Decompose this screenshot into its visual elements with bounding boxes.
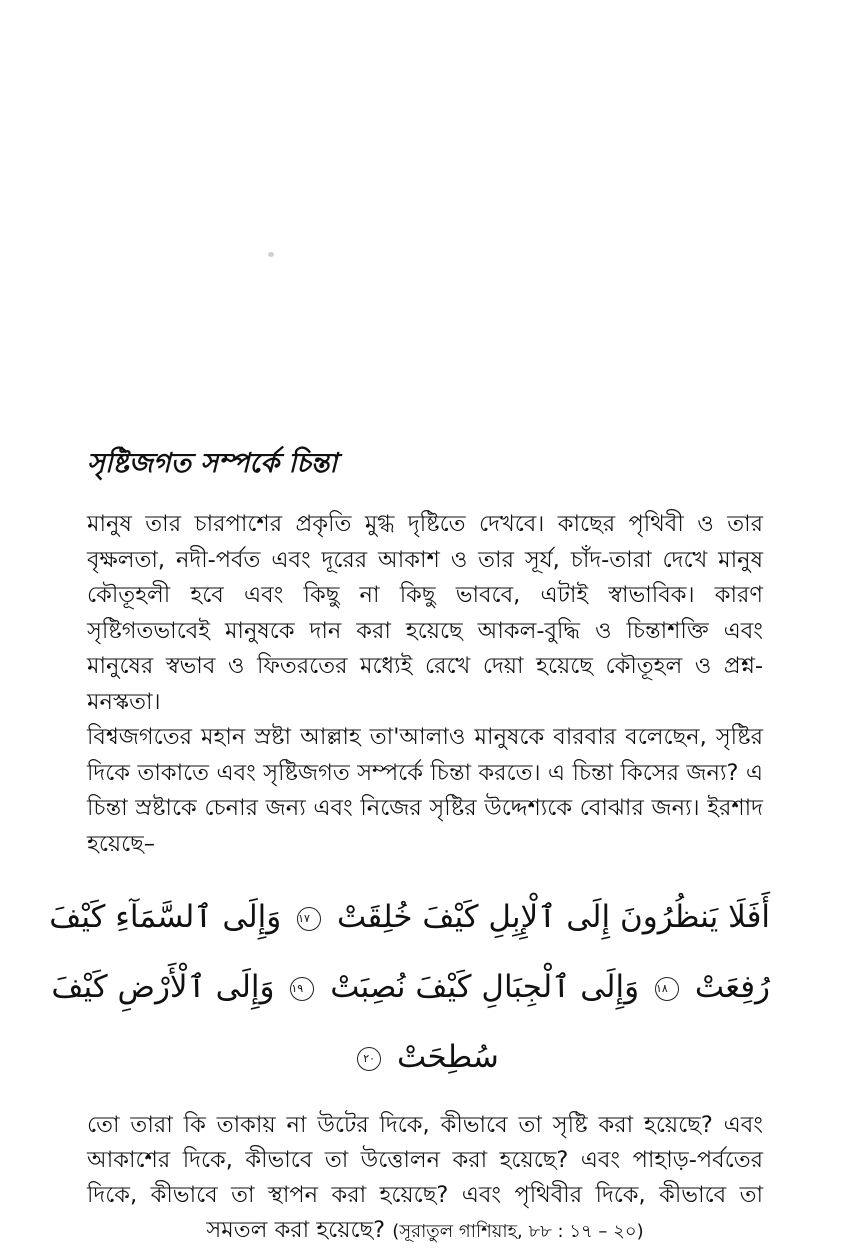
verse-line-2 bbox=[51, 952, 770, 1022]
paragraph-nature-curiosity: মানুষ তার চারপাশের প্রকৃতি মুগ্ধ দৃষ্টিতে দেখবে। কাছের পৃথিবী ও তার বৃক্ষলতা, নদী-পর্বত এবং দূরের আকাশ ও তার সূর্য, চাঁদ-তারা দেখে মানুষ কৌতূহলী হবে এবং কিছু না কিছু ভাববে, এটাই স্বাভাবিক। কারণ সৃষ্টিগতভাবেই মানুষকে দান করা হয়েছে আকল-বুদ্ধি ও চিন্তাশক্তি এবং মানুষের স্বভাব ও ফিতরতের মধ্যেই রেখে দেয়া হয়েছে কৌতূহল ও প্রশ্ন-মনস্কতা। bbox=[87, 511, 763, 715]
verse-18-text-part2: رُفِعَتْ bbox=[694, 969, 770, 1005]
section-heading: সৃষ্টিজগত সম্পর্কে চিন্তা bbox=[87, 448, 338, 479]
verse-19-marker: ١٩ bbox=[290, 977, 314, 1001]
verse-17-text: أَفَلَا يَنظُرُونَ إِلَى ٱلْإِبِلِ كَيْفَ خُلِقَتْ bbox=[336, 899, 770, 935]
verse-19-text: وَإِلَى ٱلْجِبَالِ كَيْفَ نُصِبَتْ bbox=[330, 969, 640, 1005]
verse-line-3 bbox=[80, 1022, 770, 1092]
verse-20-marker: ٢٠ bbox=[357, 1047, 381, 1071]
verse-18-marker: ١٨ bbox=[655, 977, 679, 1001]
verse-18-text-part1: وَإِلَى ٱلسَّمَآءِ كَيْفَ bbox=[49, 899, 282, 935]
paragraph-creator-command: বিশ্বজগতের মহান স্রষ্টা আল্লাহ তা'আলাও মানুষকে বারবার বলেছেন, সৃষ্টির দিকে তাকাতে এবং সৃষ্টিজগত সম্পর্কে চিন্তা করতে। এ চিন্তা কিসের জন্য? এ চিন্তা স্রষ্টাকে চেনার জন্য এবং নিজের সৃষ্টির উদ্দেশ্যকে বোঝার জন্য। ইরশাদ হয়েছে– bbox=[87, 724, 763, 857]
paper-speck bbox=[268, 252, 274, 257]
surah-citation: (সূরাতুল গাশিয়াহ, ৮৮ : ১৭ – ২০) bbox=[392, 1221, 644, 1242]
verse-line-1 bbox=[49, 882, 770, 952]
translation-text: তো তারা কি তাকায় না উটের দিকে, কীভাবে তা সৃষ্টি করা হয়েছে? এবং আকাশের দিকে, কীভাবে তা উত্তোলন করা হয়েছে? এবং পাহাড়-পর্বতের দিকে, কীভাবে তা স্থাপন করা হয়েছে? এবং পৃথিবীর দিকে, কীভাবে তা সমতল করা হয়েছে? bbox=[87, 1112, 763, 1243]
verse-20-text-part2: سُطِحَتْ bbox=[397, 1039, 499, 1075]
verse-17-marker: ١٧ bbox=[297, 907, 321, 931]
verse-20-text-part1: وَإِلَى ٱلْأَرْضِ كَيْفَ bbox=[51, 969, 275, 1005]
quran-verses-block bbox=[49, 882, 770, 1092]
verse-translation bbox=[87, 1108, 763, 1249]
